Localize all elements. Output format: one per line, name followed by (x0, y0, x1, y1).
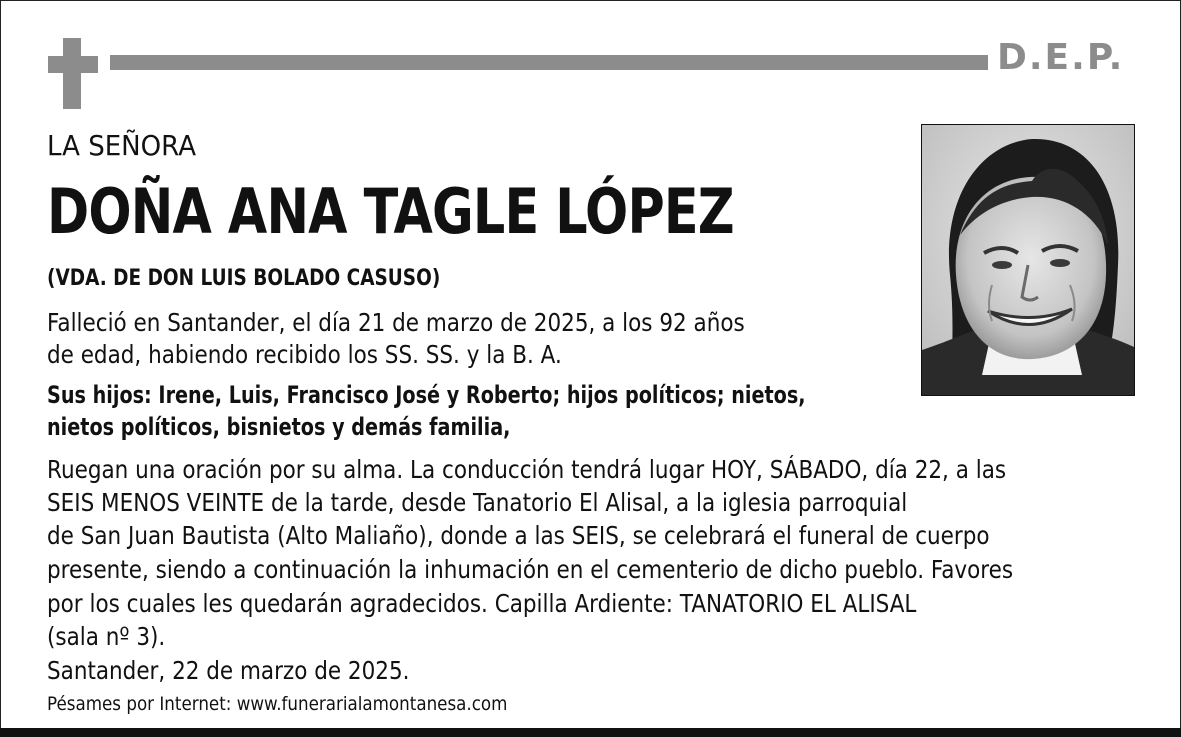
body-line: Ruegan una oración por su alma. La conducción tendrá lugar HOY, SÁBADO, día 22, a las (47, 455, 1007, 484)
family-line: nietos políticos, bisnietos y demás familia, (47, 413, 511, 441)
death-line: Falleció en Santander, el día 21 de marzo de 2025, a los 92 años (47, 308, 745, 337)
title-label: LA SEÑORA (47, 129, 197, 162)
portrait-photo (921, 124, 1135, 396)
bottom-rule (0, 728, 1181, 737)
widow-of-line: (VDA. DE DON LUIS BOLADO CASUSO) (47, 266, 441, 291)
body-line: de San Juan Bautista (Alto Maliaño), donde a las SEIS, se celebrará el funeral de cuerpo (47, 521, 990, 550)
body-line: SEIS MENOS VEINTE de la tarde, desde Tanatorio El Alisal, a la iglesia parroquial (47, 488, 908, 517)
dep-heading: D.E.P. (997, 37, 1125, 78)
cross-icon-arm (48, 56, 98, 73)
cross-icon (63, 38, 81, 109)
body-line: presente, siendo a continuación la inhumación en el cementerio de dicho pueblo. Favores (47, 555, 1014, 584)
deceased-name: DOÑA ANA TAGLE LÓPEZ (47, 175, 734, 248)
condolences-line: Pésames por Internet: www.funerarialamontanesa.com (47, 693, 508, 715)
header-rule (110, 55, 988, 70)
family-line: Sus hijos: Irene, Luis, Francisco José y Roberto; hijos políticos; nietos, (47, 381, 806, 409)
death-line: de edad, habiendo recibido los SS. SS. y la B. A. (47, 340, 562, 369)
body-line: (sala nº 3). (47, 622, 166, 651)
date-line: Santander, 22 de marzo de 2025. (47, 656, 410, 685)
body-line: por los cuales les quedarán agradecidos. Capilla Ardiente: TANATORIO EL ALISAL (47, 589, 917, 618)
